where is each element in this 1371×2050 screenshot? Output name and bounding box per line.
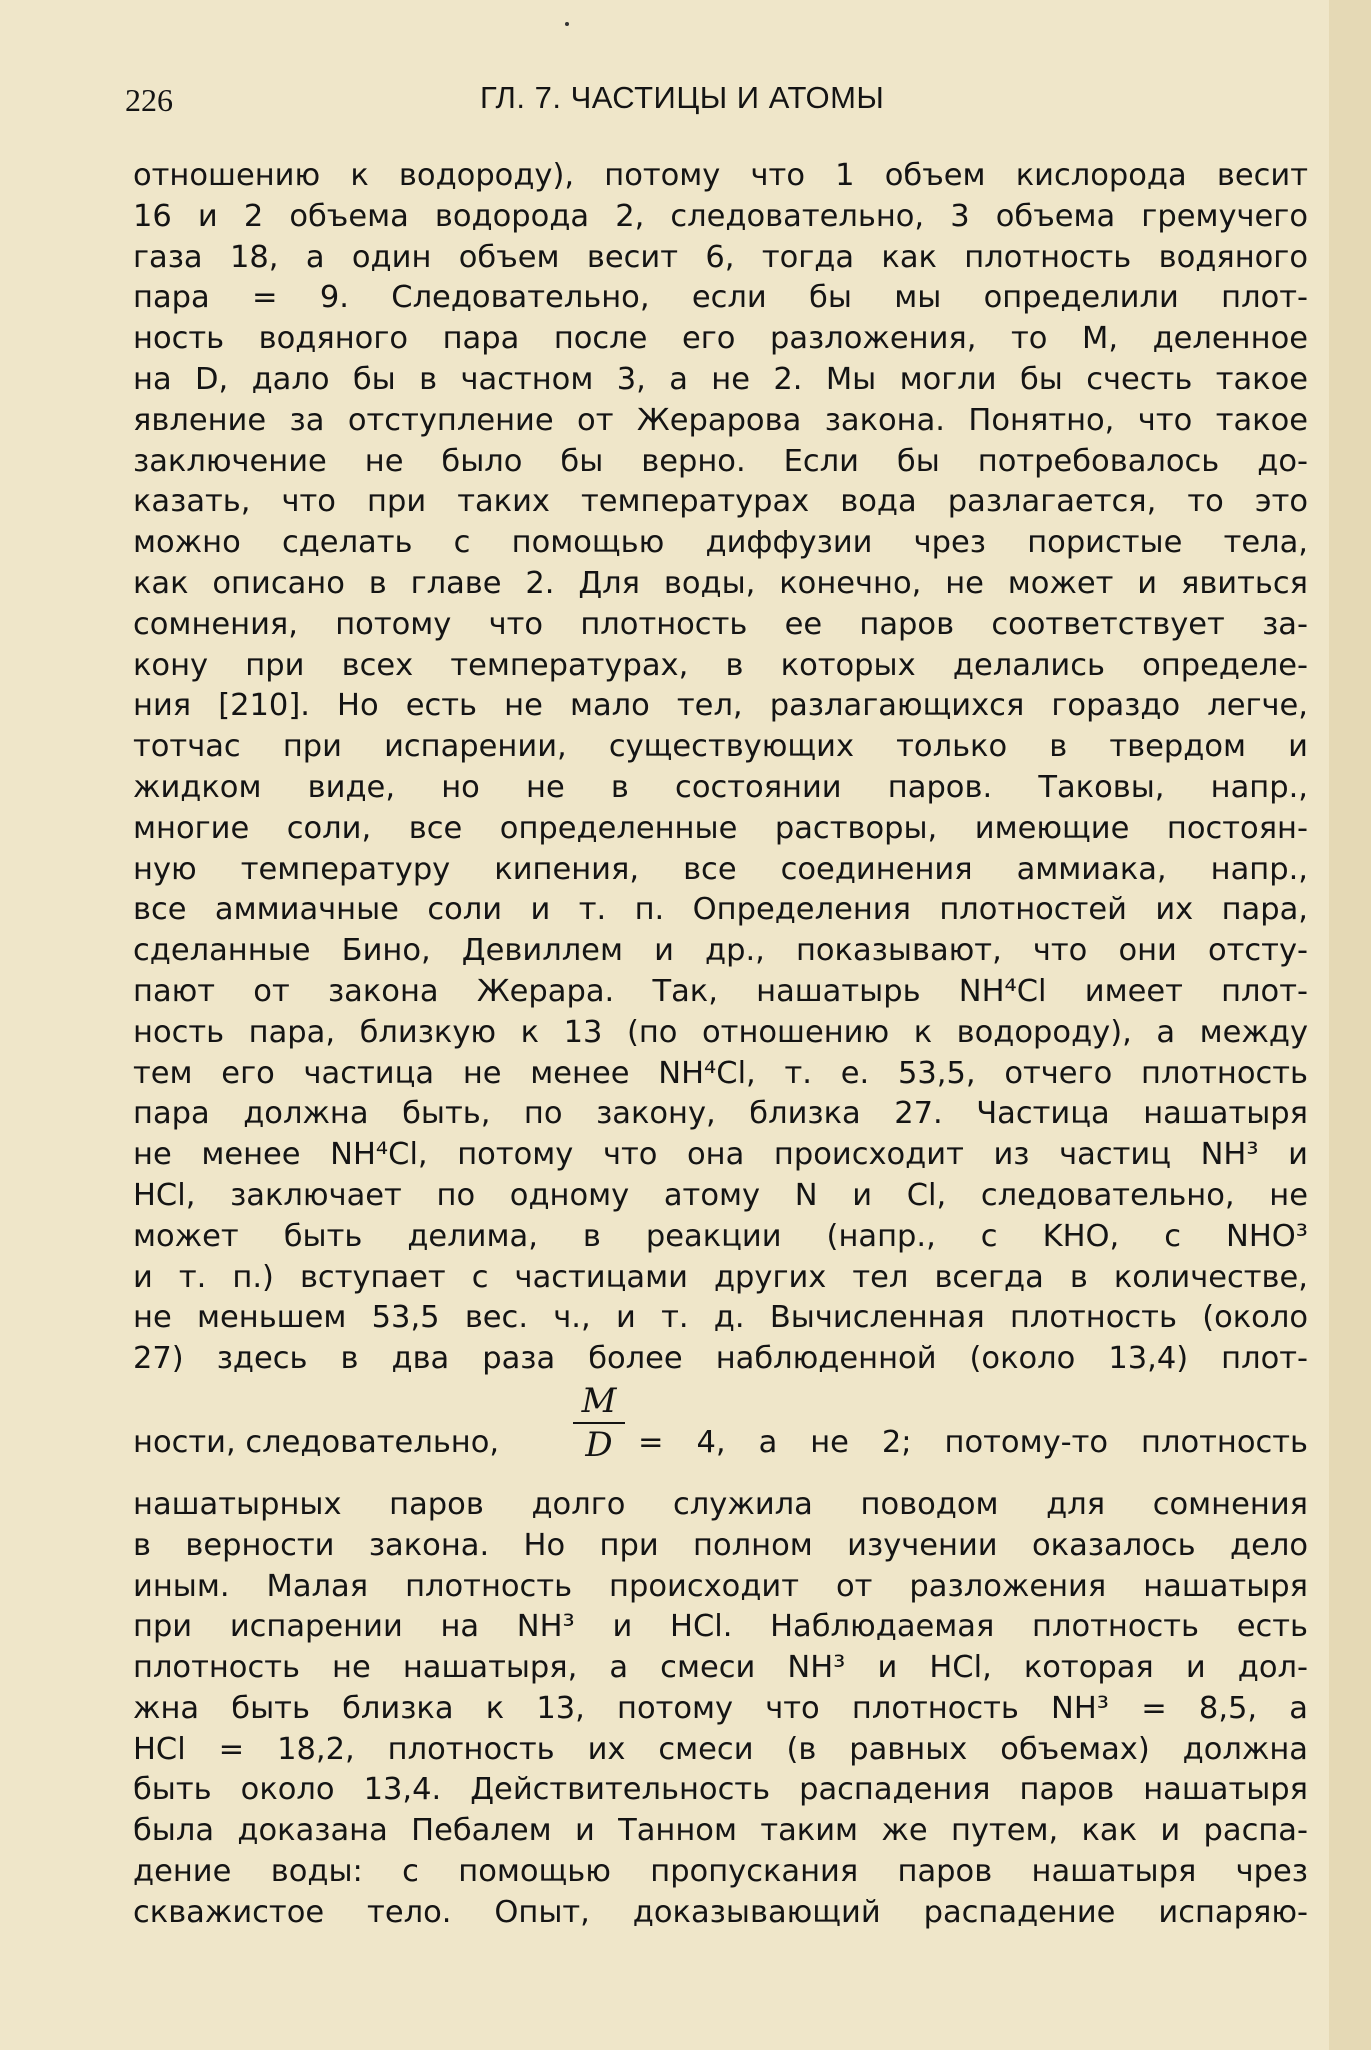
text-line: плотность не нашатыря, а смеси NH³ и HCl, которая и дол- [133,1650,1308,1686]
text-line: HCl = 18,2, плотность их смеси (в равных объемах) должна [133,1731,1308,1767]
text-line: нашатырных паров долго служила поводом для сомнения [133,1486,1308,1522]
body-text [133,156,1308,1934]
text-line: ную температуру кипения, все соединения аммиака, напр., [133,851,1308,887]
formula-line [133,1380,1308,1481]
formula-trail-text: = 4, а не 2; потому-то плотность [638,1424,1308,1460]
text-line: быть около 13,4. Действительность распадения паров нашатыря [133,1772,1308,1808]
fraction-m-over-d [573,1380,625,1466]
text-line: сделанные Бино, Девиллем и др., показывают, что они отсту- [133,933,1308,969]
text-line: заключение не было бы верно. Если бы потребовалось до- [133,443,1308,479]
text-line: многие соли, все определенные растворы, имеющие постоян- [133,810,1308,846]
text-line: на D, дало бы в частном 3, а не 2. Мы могли бы счесть такое [133,361,1308,397]
page-edge-shadow [1329,0,1371,2050]
text-line: ния [210]. Но есть не мало тел, разлагающихся гораздо легче, [133,688,1308,724]
text-line: отношению к водороду), потому что 1 объем кислорода весит [133,158,1308,193]
text-line: иным. Малая плотность происходит от разложения нашатыря [133,1568,1308,1604]
text-line: газа 18, а один объем весит 6, тогда как плотность водяного [133,239,1308,275]
text-line: пара должна быть, по закону, близка 27. Частица нашатыря [133,1096,1308,1132]
text-line: не менее NH⁴Cl, потому что она происходит из частиц NH³ и [133,1137,1308,1173]
text-line: ность водяного пара после его разложения, то М, деленное [133,321,1308,357]
text-line: явление за отступление от Жерарова закона. Понятно, что такое [133,402,1308,438]
text-line: можно сделать с помощью диффузии чрез пористые тела, [133,525,1308,561]
text-line: пают от закона Жерара. Так, нашатырь NH⁴Cl имеет плот- [133,973,1308,1009]
text-line: как описано в главе 2. Для воды, конечно, не может и явиться [133,565,1308,601]
text-line: все аммиачные соли и т. п. Определения плотностей их пара, [133,892,1308,928]
text-line: дение воды: с помощью пропускания паров нашатыря чрез [133,1854,1308,1890]
text-line: жна быть близка к 13, потому что плотность NH³ = 8,5, а [133,1690,1308,1726]
text-line: пара = 9. Следовательно, если бы мы определили плот- [133,280,1308,316]
text-line: скважистое тело. Опыт, доказывающий распадение испаряю- [133,1894,1308,1930]
fraction-numerator: M [573,1380,625,1424]
text-line: может быть делима, в реакции (напр., с KHO, с NHO³ [133,1218,1308,1254]
print-speck [565,22,569,26]
text-line: 27) здесь в два раза более наблюденной (около 13,4) плот- [133,1341,1308,1377]
page-header [125,74,1305,124]
text-line: при испарении на NH³ и HCl. Наблюдаемая плотность есть [133,1609,1308,1645]
text-line: тем его частица не менее NH⁴Cl, т. е. 53,5, отчего плотность [133,1055,1308,1091]
text-line: казать, что при таких температурах вода разлагается, то это [133,484,1308,520]
formula-lead-text: ности, следовательно, [133,1424,500,1460]
text-line: жидком виде, но не в состоянии паров. Таковы, напр., [133,769,1308,805]
text-line: кону при всех температурах, в которых делались определе- [133,647,1308,683]
text-line: HCl, заключает по одному атому N и Cl, следовательно, не [133,1177,1308,1213]
text-line: не меньшем 53,5 вес. ч., и т. д. Вычисленная плотность (около [133,1300,1308,1336]
page-number: 226 [125,82,173,118]
text-line: тотчас при испарении, существующих только в твердом и [133,729,1308,765]
running-title: ГЛ. 7. ЧАСТИЦЫ И АТОМЫ [480,80,885,115]
text-line: ность пара, близкую к 13 (по отношению к водороду), а между [133,1014,1308,1050]
text-line: и т. п.) вступает с частицами других тел всегда в количестве, [133,1259,1308,1295]
fraction-denominator: D [585,1424,613,1465]
text-line: 16 и 2 объема водорода 2, следовательно, 3 объема гремучего [133,198,1308,234]
text-line: была доказана Пебалем и Танном таким же путем, как и распа- [133,1813,1308,1849]
text-line: сомнения, потому что плотность ее паров соответствует за- [133,606,1308,642]
text-line: в верности закона. Но при полном изучении оказалось дело [133,1527,1308,1563]
